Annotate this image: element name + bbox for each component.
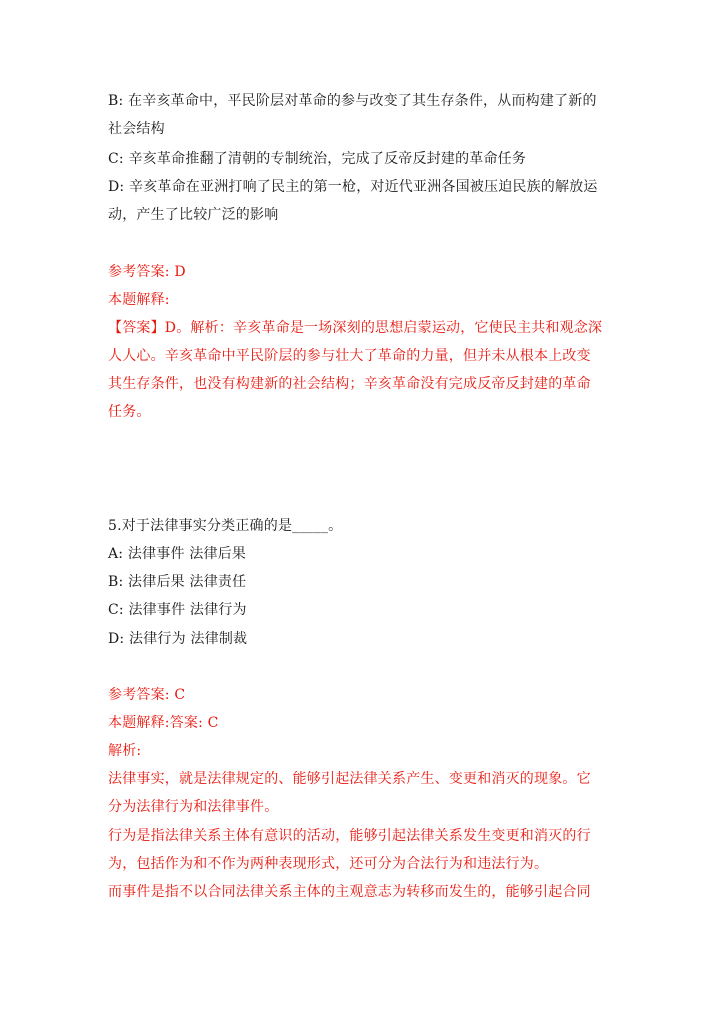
q4-option-c: C: 辛亥革命推翻了清朝的专制统治，完成了反帝反封建的革命任务: [108, 151, 527, 167]
q4-answer: 参考答案: D: [108, 264, 186, 280]
q4-option-d-line1: D: 辛亥革命在亚洲打响了民主的第一枪，对近代亚洲各国被压迫民族的解放运: [108, 179, 598, 195]
q4-option-b-line1: B: 在辛亥革命中，平民阶层对革命的参与改变了其生存条件，从而构建了新的: [108, 93, 597, 109]
q5-option-c: C: 法律事件 法律行为: [108, 602, 247, 618]
q4-explanation-line: 人人心。辛亥革命中平民阶层的参与壮大了革命的力量，但并未从根本上改变: [108, 348, 591, 364]
q4-explanation-line: 其生存条件，也没有构建新的社会结构；辛亥革命没有完成反帝反封建的革命: [108, 376, 591, 392]
q5-analysis-line: 而事件是指不以合同法律关系主体的主观意志为转移而发生的，能够引起合同: [108, 884, 591, 900]
q5-stem: 5.对于法律事实分类正确的是_____。: [108, 518, 343, 534]
q5-answer: 参考答案: C: [108, 687, 186, 703]
q5-option-d: D: 法律行为 法律制裁: [108, 631, 248, 647]
q5-analysis-line: 分为法律行为和法律事件。: [108, 799, 279, 815]
q4-explanation-label: 本题解释:: [108, 292, 170, 308]
q4-explanation-line: 任务。: [108, 404, 151, 420]
q4-explanation-line: 【答案】D。解析：辛亥革命是一场深刻的思想启蒙运动，它使民主共和观念深: [108, 320, 603, 336]
q5-option-b: B: 法律后果 法律责任: [108, 574, 247, 590]
q5-analysis-line: 为，包括作为和不作为两种表现形式，还可分为合法行为和违法行为。: [108, 856, 549, 872]
q5-explanation-label: 本题解释:答案: C: [108, 715, 219, 731]
q4-option-d-line2: 动，产生了比较广泛的影响: [108, 207, 279, 223]
q5-analysis-line: 法律事实，就是法律规定的、能够引起法律关系产生、变更和消灭的现象。它: [108, 771, 591, 787]
q5-analysis-label: 解析:: [108, 743, 142, 759]
q4-option-b-line2: 社会结构: [108, 121, 165, 137]
q5-analysis-line: 行为是指法律关系主体有意识的活动，能够引起法律关系发生变更和消灭的行: [108, 828, 591, 844]
q5-option-a: A: 法律事件 法律后果: [108, 546, 247, 562]
